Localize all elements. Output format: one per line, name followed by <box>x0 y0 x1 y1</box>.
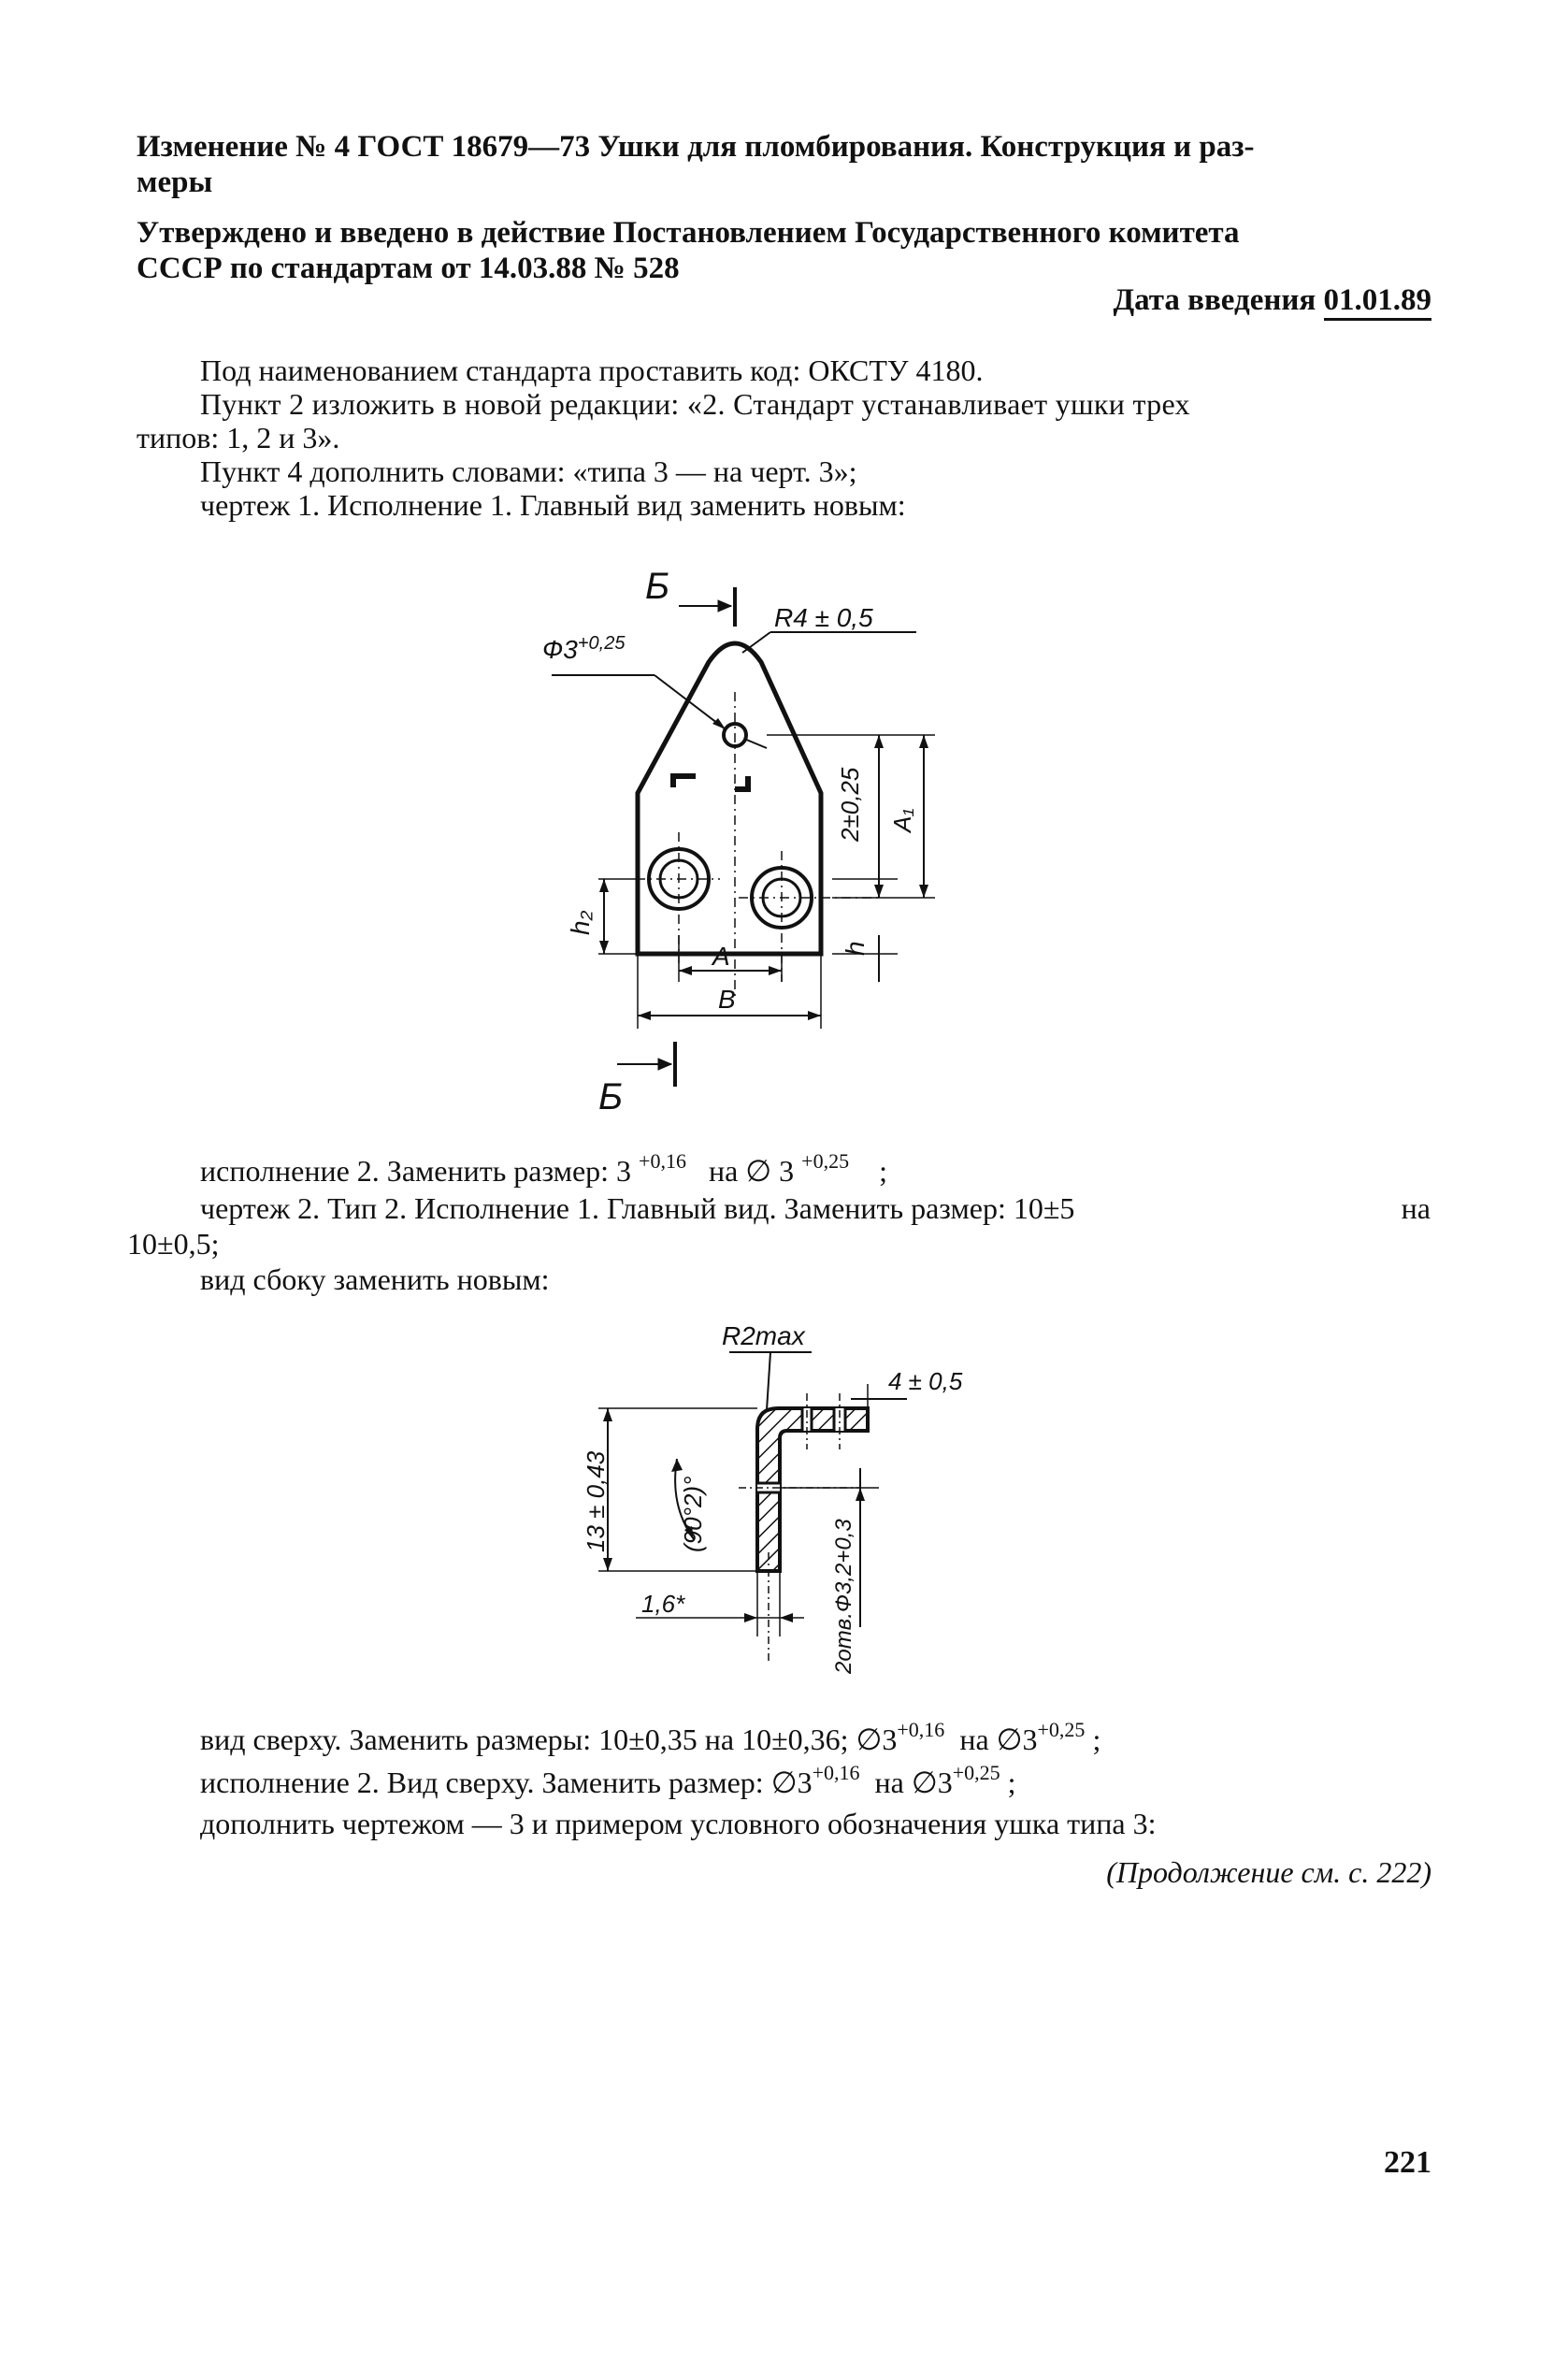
middle-line-2-end: на <box>1401 1191 1431 1225</box>
dim-h-label: h <box>841 941 870 956</box>
middle-line-1-text: исполнение 2. Заменить размер: 3 <box>200 1154 632 1188</box>
bottom-line-2-tol2: +0,25 <box>952 1761 1000 1784</box>
middle-line-1-tol2: +0,25 <box>801 1149 850 1173</box>
bottom-line-2-end: ; <box>1007 1766 1016 1799</box>
middle-line-1 <box>200 1149 887 1191</box>
effective-date-label: Дата введения <box>1113 283 1316 317</box>
dim-13-label: 13 ± 0,43 <box>582 1450 610 1552</box>
dim-b-label: B <box>718 985 736 1014</box>
holes-label: 2отв.Ф3,2+0,3 <box>831 1519 856 1674</box>
angle-label: (90°2)° <box>679 1476 707 1552</box>
bottom-line-1-tol2: +0,25 <box>1037 1718 1086 1741</box>
dim-h2-label: h₂ <box>566 910 595 935</box>
bottom-line-3: дополнить чертежом — 3 и примером условного обозначения ушка типа 3: <box>200 1807 1157 1840</box>
bottom-line-1 <box>200 1718 1101 1760</box>
dim-a-label: A <box>712 942 730 971</box>
bottom-line-1-tol1: +0,16 <box>897 1718 945 1741</box>
effective-date-value: 01.01.89 <box>1324 283 1432 321</box>
bottom-line-2-text: исполнение 2. Вид сверху. Заменить размер: ∅3 <box>200 1766 813 1799</box>
drawing-1 <box>524 552 991 1113</box>
middle-line-1-tol1: +0,16 <box>639 1149 686 1173</box>
dim-a1-label: A₁ <box>888 808 916 832</box>
bottom-line-1-end: ; <box>1092 1723 1101 1756</box>
paragraph-point2-line1: Пункт 2 изложить в новой редакции: «2. Стандарт устанавливает ушки трех <box>200 387 1190 421</box>
bottom-line-2-tol1: +0,16 <box>812 1761 860 1784</box>
dim-4-label: 4 ± 0,5 <box>888 1367 963 1395</box>
middle-line-2-text: чертеж 2. Тип 2. Исполнение 1. Главный вид. Заменить размер: 10±5 <box>200 1191 1075 1225</box>
middle-line-1-end: ; <box>879 1154 887 1188</box>
continued-note: (Продолжение см. с. 222) <box>1106 1855 1431 1889</box>
effective-date <box>1113 282 1431 318</box>
middle-line-3: 10±0,5; <box>127 1227 220 1261</box>
dim-16-label: 1,6* <box>641 1590 685 1618</box>
header-line-4: СССР по стандартам от 14.03.88 № 528 <box>137 252 680 285</box>
paragraph-okstu: Под наименованием стандарта проставить код: ОКСТУ 4180. <box>200 353 984 387</box>
paragraph-point2-line2: типов: 1, 2 и 3». <box>137 421 340 454</box>
paragraph-drawing1: чертеж 1. Исполнение 1. Главный вид заменить новым: <box>200 488 906 522</box>
r2max-label: R2max <box>722 1321 805 1350</box>
section-label-top: Б <box>645 566 670 607</box>
page-number: 221 <box>1384 2145 1431 2180</box>
header-line-3: Утверждено и введено в действие Постановлением Государственного комитета <box>137 216 1240 250</box>
middle-line-4: вид сбоку заменить новым: <box>200 1262 550 1296</box>
bottom-line-1-text2: на ∅3 <box>959 1723 1038 1756</box>
hole-dim-label: $Ф3^{+0,25}$ <box>542 633 626 664</box>
dim-2-label: 2±0,25 <box>836 767 864 842</box>
middle-line-2 <box>200 1191 1431 1225</box>
bottom-line-1-text: вид сверху. Заменить размеры: 10±0,35 на 10±0,36; ∅3 <box>200 1723 898 1756</box>
bottom-line-2-text2: на ∅3 <box>874 1766 953 1799</box>
section-label-bottom: Б <box>598 1076 624 1113</box>
header-line-1: Изменение № 4 ГОСТ 18679—73 Ушки для пломбирования. Конструкция и раз- <box>137 130 1255 164</box>
bottom-line-2 <box>200 1761 1016 1803</box>
paragraph-point4: Пункт 4 дополнить словами: «типа 3 — на черт. 3»; <box>200 454 857 488</box>
header-line-2: меры <box>137 166 213 199</box>
drawing-2 <box>580 1319 1010 1693</box>
middle-line-1-text2: на ∅ 3 <box>708 1154 795 1188</box>
radius-dim-label: R4 ± 0,5 <box>774 603 873 632</box>
